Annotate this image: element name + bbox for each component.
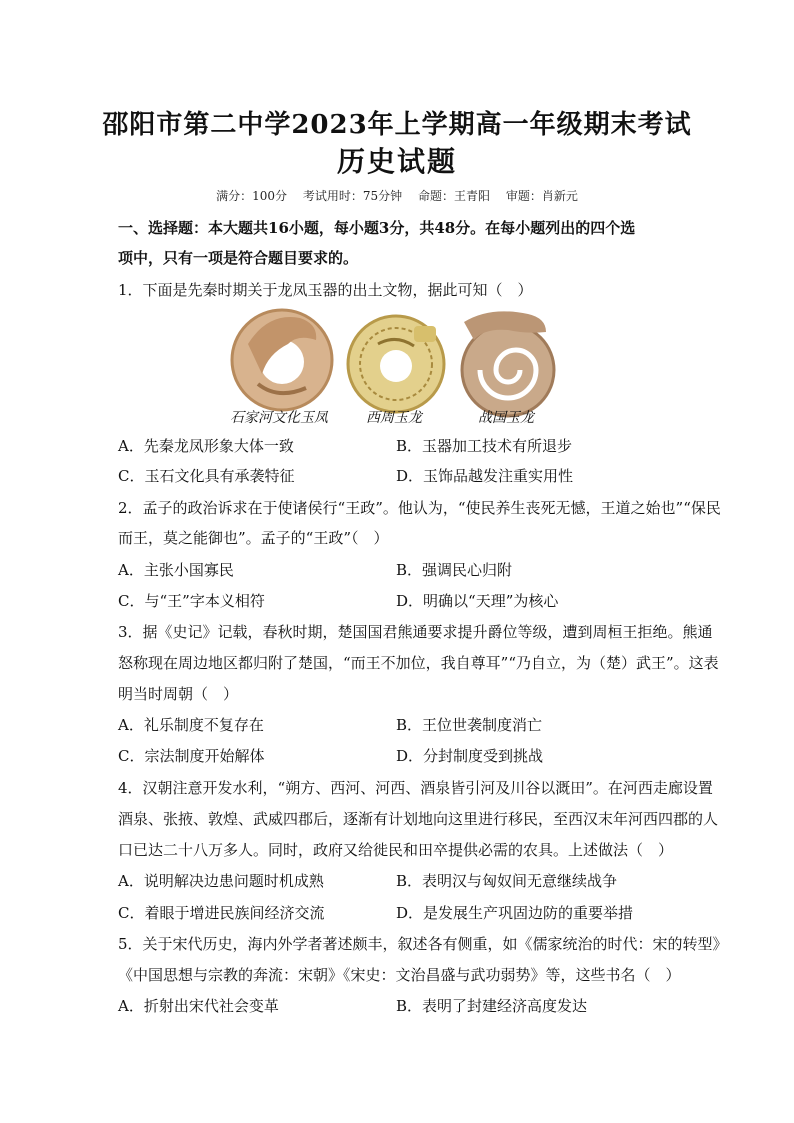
question-4-option-c: C．着眼于增进民族间经济交流 [118,904,325,922]
caption-jade-phoenix: 石家河文化玉凤 [230,410,328,426]
section-heading-line2: 项中，只有一项是符合题目要求的。 [118,249,359,267]
jade-dragon-western-zhou-image [348,316,444,412]
question-1-option-d: D．玉饰品越发注重实用性 [396,467,574,485]
question-4-stem-line2: 酒泉、张掖、敦煌、武威四郡后，逐渐有计划地向这里进行移民，至西汉末年河西四郡的人 [118,810,719,828]
question-1-option-c: C．玉石文化具有承袭特征 [118,467,295,485]
section-heading-line1: 一、选择题：本大题共16小题，每小题3分，共48分。在每小题列出的四个选 [118,219,636,237]
meta-author: 命题：王青阳 [417,189,490,203]
question-2-stem-line1: 2．孟子的政治诉求在于使诸侯行“王政”。他认为，“使民养生丧死无憾，王道之始也”“保民 [118,499,721,517]
jade-dragon-warring-states-image [462,311,554,416]
exam-title: 邵阳市第二中学2023年上学期高一年级期末考试 [102,110,692,140]
question-3-option-b: B．王位世袭制度消亡 [396,716,543,734]
jade-phoenix-image [232,310,332,410]
question-4-option-d: D．是发展生产巩固边防的重要举措 [396,904,634,922]
question-1-option-a: A．先秦龙凤形象大体一致 [118,437,294,455]
question-2-stem-line2: 而王，莫之能御也”。孟子的“王政”（ ） [118,529,389,547]
question-4-option-a: A．说明解决边患问题时机成熟 [118,872,324,890]
question-2-option-c: C．与“王”字本义相符 [118,592,265,610]
question-3-stem-line2: 怒称现在周边地区都归附了楚国，“而王不加位，我自尊耳”“乃自立，为（楚）武王”。这表 [118,654,719,672]
exam-meta [0,187,794,204]
meta-duration: 考试用时：75分钟 [302,189,403,203]
question-3-stem-line1: 3．据《史记》记载，春秋时期，楚国国君熊通要求提升爵位等级，遭到周桓王拒绝。熊通 [118,623,713,641]
question-5-option-b: B．表明了封建经济高度发达 [396,997,588,1015]
question-1-option-b: B．玉器加工技术有所退步 [396,437,573,455]
question-3-option-a: A．礼乐制度不复存在 [118,716,264,734]
meta-full-score: 满分：100分 [216,189,288,203]
question-3-stem-line3: 明当时周朝（ ） [118,685,239,703]
question-5-stem-line1: 5．关于宋代历史，海内外学者著述颇丰，叙述各有侧重，如《儒家统治的时代：宋的转型》 [118,935,728,953]
question-4-option-b: B．表明汉与匈奴间无意继续战争 [396,872,618,890]
question-3-option-d: D．分封制度受到挑战 [396,747,544,765]
exam-subject-title: 历史试题 [336,145,457,178]
question-5-option-a: A．折射出宋代社会变革 [118,997,279,1015]
caption-warring-states-dragon: 战国玉龙 [478,410,534,426]
question-4-stem-line1: 4．汉朝注意开发水利，“朔方、西河、河西、酒泉皆引河及川谷以溉田”。在河西走廊设置 [118,779,713,797]
question-2-option-a: A．主张小国寡民 [118,561,234,579]
question-3-option-c: C．宗法制度开始解体 [118,747,265,765]
question-4-stem-line3: 口已达二十八万多人。同时，政府又给徙民和田卒提供必需的农具。上述做法（ ） [118,841,674,859]
question-5-stem-line2: 《中国思想与宗教的奔流：宋朝》《宋史：文治昌盛与武功弱势》等，这些书名（ ） [118,966,681,984]
question-1-stem: 1．下面是先秦时期关于龙凤玉器的出土文物，据此可知（ ） [118,281,533,299]
meta-reviewer: 审题：肖新元 [505,189,578,203]
caption-western-zhou-dragon: 西周玉龙 [366,410,422,426]
question-2-option-b: B．强调民心归附 [396,561,513,579]
question-2-option-d: D．明确以“天理”为核心 [396,592,559,610]
